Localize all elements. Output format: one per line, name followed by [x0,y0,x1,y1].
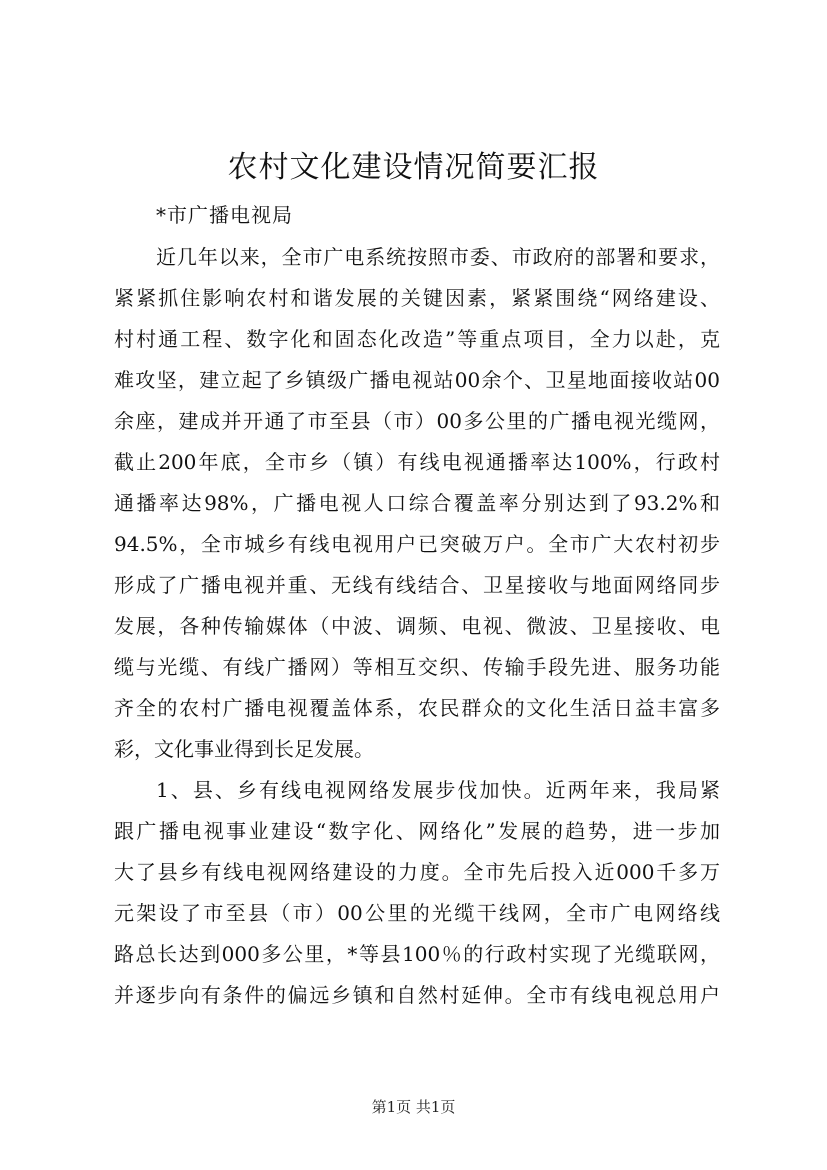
paragraph-line: 发展，各种传输媒体（中波、调频、电视、微波、卫星接收、电 [114,614,720,638]
paragraph-line: 并逐步向有条件的偏远乡镇和自然村延伸。全市有线电视总用户 [114,983,720,1007]
paragraph-line: 通播率达98%，广播电视人口综合覆盖率分别达到了93.2%和 [114,491,720,515]
document-title: 农村文化建设情况简要汇报 [227,150,600,185]
paragraph-line: 大了县乡有线电视网络建设的力度。全市先后投入近000千多万 [114,860,720,884]
paragraph-line: 余座，建成并开通了市至县（市）00多公里的广播电视光缆网， [114,409,720,433]
paragraph-line: 紧紧抓住影响农村和谐发展的关键因素，紧紧围绕“网络建设、 [114,286,720,310]
paragraph-line: 难攻坚，建立起了乡镇级广播电视站00余个、卫星地面接收站00 [114,368,720,392]
paragraph-line: 1、县、乡有线电视网络发展步伐加快。近两年来，我局紧 [156,778,720,802]
paragraph-line: 形成了广播电视并重、无线有线结合、卫星接收与地面网络同步 [114,573,720,597]
paragraph-line: 截止200年底，全市乡（镇）有线电视通播率达100%，行政村 [114,450,720,474]
paragraph-line: 缆与光缆、有线广播网）等相互交织、传输手段先进、服务功能 [114,655,720,679]
paragraph-line: 齐全的农村广播电视覆盖体系，农民群众的文化生活日益丰富多 [114,696,720,720]
paragraph-line: 94.5%，全市城乡有线电视用户已突破万户。全市广大农村初步 [114,532,720,556]
paragraph-line: 彩，文化事业得到长足发展。 [114,737,374,761]
paragraph-line: 村村通工程、数字化和固态化改造”等重点项目，全力以赴，克 [114,327,720,351]
paragraph-line: 近几年以来，全市广电系统按照市委、市政府的部署和要求， [156,245,720,269]
page-number-footer: 第1页 共1页 [371,1098,456,1116]
document-author: *市广播电视局 [156,203,293,227]
paragraph-line: 路总长达到000多公里，*等县100％的行政村实现了光缆联网， [114,942,720,966]
paragraph-line: 跟广播电视事业建设“数字化、网络化”发展的趋势，进一步加 [114,819,720,843]
paragraph-line: 元架设了市至县（市）00公里的光缆干线网，全市广电网络线 [114,901,720,925]
